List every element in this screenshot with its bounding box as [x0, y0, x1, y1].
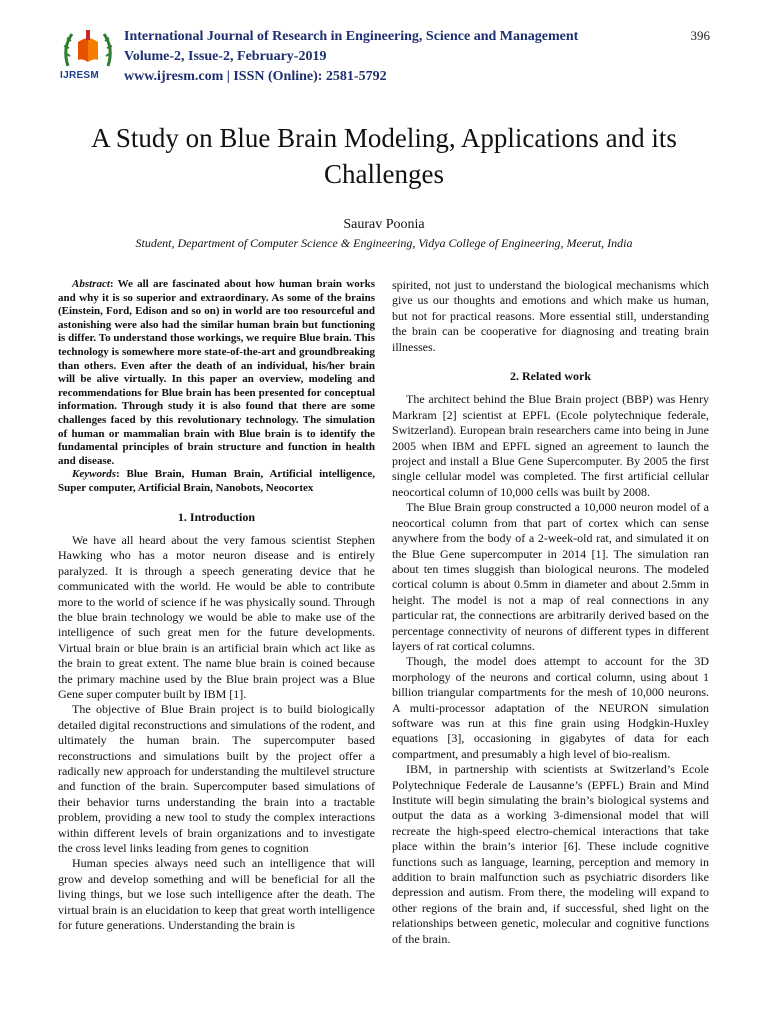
paper-title: A Study on Blue Brain Modeling, Applications and its Challenges [91, 123, 677, 189]
intro-paragraph: We have all heard about the very famous scientist Stephen Hawking who has a motor neuron disease and is entirely paralyzed. It is through a speech generating device that he communicated with the world. He would be able to contribute more to the world of science if he was physically sound. Through the blue brain technology we would be able to make use of the intelligence of such great men for the future developments. Virtual brain or blue brain is an artificial brain which act like as the brain to great extent. The name blue brain is coined because the primary machine used by the Blue brain project was a Blue Gene super computer built by IBM [1]. [58, 532, 375, 701]
related-paragraph: IBM, in partnership with scientists at Switzerland’s Ecole Polytechnique Federale de Lausanne’s (EPFL) Brain and Mind Institute will begin simulating the brain’s biological systems and output the data as a working 3-dimensional model that will recreate the high-speed electro-chemical interactions that take place within the brain’s interior [6]. These include cognitive functions such as language, learning, perception and memory in addition to brain malfunction such as psychiatric disorders like depression and autism. From there, the modeling will expand to other regions of the brain and, if successful, shed light on the relationships between genetic, molecular and cognitive functions of the brain. [392, 762, 709, 946]
left-column [58, 278, 375, 933]
keywords [58, 468, 375, 495]
continued-paragraph: spirited, not just to understand the biological mechanisms which give us our thoughts and emotions and which make us human, but not for practical reasons. More essential still, understanding the brain can be cooperative for diagnosing and treating brain illnesses. [392, 278, 709, 354]
intro-paragraph: Human species always need such an intelligence that will grow and develop something and will be beneficial for all the living things, but we lose such intelligence after the death. The virtual brain is an elucidation to keep that great worth intelligence for future generations. Understanding the brain is [58, 856, 375, 933]
section-heading-related-work: 2. Related work [510, 369, 591, 384]
journal-web-issn: www.ijresm.com | ISSN (Online): 2581-5792 [124, 69, 387, 84]
page-number: 396 [690, 28, 710, 43]
logo-text: IJRESM [60, 70, 100, 81]
abstract-label: Abstract [72, 278, 110, 290]
volume-issue: Volume-2, Issue-2, February-2019 [124, 49, 327, 64]
section-heading-introduction: 1. Introduction [177, 509, 256, 524]
intro-paragraph: The objective of Blue Brain project is to build biologically detailed digital reconstructions and simulations of the rodent, and ultimately the human brain. The supercomputer based reconstructions and simulations built by the project offer a radically new approach for understanding the multilevel structure and function of the brain. Supercomputer based simulations of their behavior turns understanding the brain into a tractable problem, providing a new tool to study the complex interactions within different levels of brain organizations and to investigate the cross level links leading from genes to cognition [58, 702, 375, 856]
ijresm-logo-icon [60, 26, 116, 72]
keywords-label: Keywords [72, 468, 116, 481]
journal-name: International Journal of Research in Engineering, Science and Management [124, 29, 579, 44]
author-affiliation: Student, Department of Computer Science & Engineering, Vidya College of Engineering, Meerut, India [135, 236, 633, 250]
right-column [392, 278, 709, 947]
abstract-text: : We all are fascinated about how human brain works and why it is so superior and extraordinary. As some of the brains (Einstein, Ford, Edison and so on) in world are too resourceful and astonishing were also had the similar human brain but functioning is differ. To understand those workings, we require Blue brain. This technology is somewhere more state-of-the-art and groundbreaking than others. Even after the death of an individual, his/her brain will be alive virtually. In this paper an overview, modeling and recommendations for Blue brain has been presented for conceptual information. Through study it is also found that there are some challenges faced by this revolutionary technology. The simulation of human or mammalian brain with Blue brain is to identify the fundamental principles of brain structure and function in health and disease. [58, 278, 375, 467]
related-paragraph: The architect behind the Blue Brain project (BBP) was Henry Markram [2] scientist at EPFL (Ecole polytechnique federale, Switzerland). European brain researchers came into being in June 2005 when IBM and EPFL signed an agreement to launch the project and install a Blue Gene Supercomputer. By 2005 the first single cellular model was completed. The first artificial cellular neocortical column of 10,000 cells was built by 2008. [392, 392, 709, 499]
author-name: Saurav Poonia [343, 217, 425, 232]
abstract [58, 278, 375, 468]
related-paragraph: The Blue Brain group constructed a 10,000 neuron model of a neocortical column from that part of cortex which can sense anywhere from the body of a 2-week-old rat, and simulated it on the Blue Gene supercomputer in 2014 [1]. The simulation ran about ten times sluggish than biological neurons. The modeled cortical column is about 0.5mm in diameter and about 2.5mm in height. The model is not a map of real connections in any particular rat, the connections are arbitrarily derived based on the percentage connectivity of neurons of different types in different layers of rat cortical columns. [392, 500, 709, 653]
related-paragraph: Though, the model does attempt to account for the 3D morphology of the neurons and cortical column, using about 1 billion triangular compartments for the mesh of 10,000 neurons. A multi-processor adaptation of the NEURON simulation software was run at this fine grain using Hodgkin-Huxley equations [3], occasioning in gigabytes of data for each compartment, and presumably a high level of bio-realism. [392, 654, 709, 761]
keywords-text: : Blue Brain, Human Brain, Artificial intelligence, Super computer, Artificial Brain, Nanobots, Neocortex [58, 468, 375, 494]
